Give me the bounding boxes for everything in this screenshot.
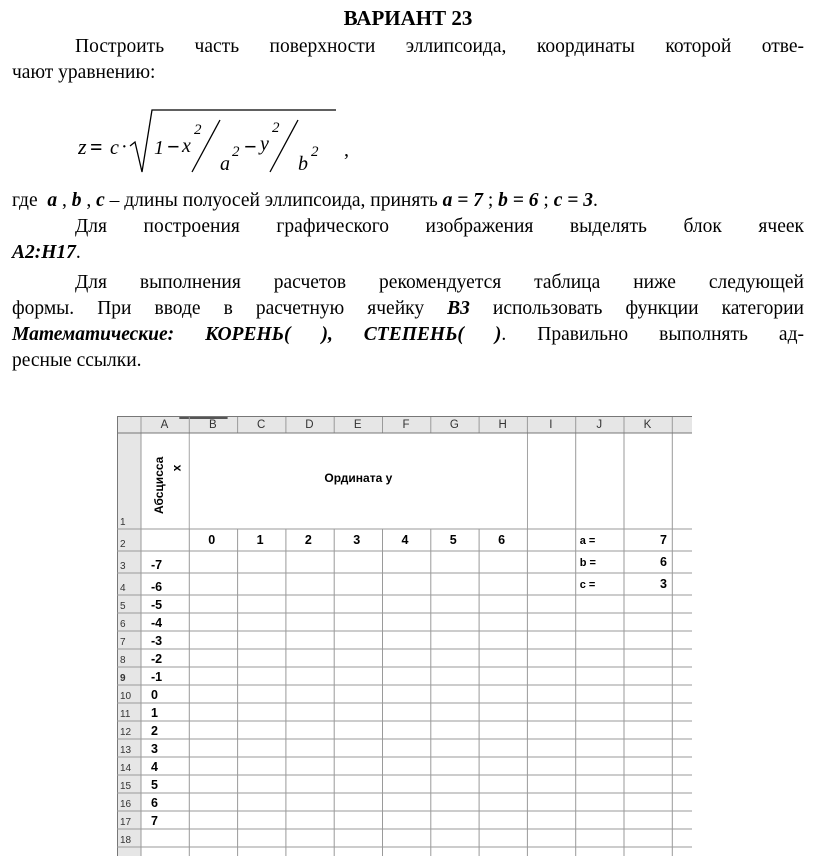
abscissa-value: 0 bbox=[151, 688, 158, 702]
row-header-14: 14 bbox=[120, 763, 132, 774]
abscissa-value: -2 bbox=[151, 652, 163, 666]
formula-y: y bbox=[260, 133, 269, 155]
formula-x-exp: 2 bbox=[194, 122, 202, 138]
formula-eq: = bbox=[90, 134, 103, 159]
formula-dot: · bbox=[121, 136, 128, 158]
paragraph-4-line-1: Для выполнения расчетов рекомендуется таблица ниже следующей bbox=[75, 272, 804, 293]
paragraph-4-line-3: Математические: КОРЕНЬ( ), СТЕПЕНЬ( ). Правильно выполнять ад- bbox=[12, 324, 804, 345]
row-header-15: 15 bbox=[120, 781, 132, 792]
column-header-b: B bbox=[208, 419, 217, 431]
formula-a: a bbox=[220, 153, 230, 175]
row-header-12: 12 bbox=[120, 727, 132, 738]
abscissa-value: 6 bbox=[151, 796, 158, 810]
paragraph-1-line-2: чают уравнению: bbox=[12, 62, 156, 83]
row-header-6: 6 bbox=[120, 619, 126, 630]
row-header-4: 4 bbox=[120, 583, 126, 594]
abscissa-value: -1 bbox=[151, 670, 163, 684]
spreadsheet bbox=[117, 416, 692, 856]
formula-y-exp: 2 bbox=[272, 120, 280, 136]
param-label: c = bbox=[579, 579, 596, 591]
column-header-c: C bbox=[256, 419, 266, 431]
abscissa-value: 4 bbox=[151, 760, 158, 774]
formula-z: z bbox=[78, 134, 87, 159]
row-header-9: 9 bbox=[120, 673, 126, 684]
param-value: 7 bbox=[660, 533, 667, 547]
paragraph-1-line-1: Построить часть поверхности эллипсоида, координаты которой отве- bbox=[75, 36, 804, 57]
paragraph-3-line-2: A2:H17. bbox=[12, 242, 81, 263]
formula-minus-2: − bbox=[244, 134, 257, 159]
ordinate-value: 6 bbox=[498, 533, 506, 547]
row-header-5: 5 bbox=[120, 601, 126, 612]
paragraph-4-line-2: формы. При вводе в расчетную ячейку B3 использовать функции категории bbox=[12, 298, 804, 319]
formula-b: b bbox=[298, 153, 308, 175]
abscissa-label: Абсцисса bbox=[152, 456, 166, 514]
ordinate-value: 2 bbox=[304, 533, 312, 547]
paragraph-2: где a , b , c – длины полуосей эллипсоида, принять a = 7 ; b = 6 ; c = 3. bbox=[12, 190, 598, 211]
column-header-d: D bbox=[305, 419, 314, 431]
paragraph-4-line-4: ресные ссылки. bbox=[12, 350, 142, 371]
column-header-g: G bbox=[449, 419, 459, 431]
param-value: 6 bbox=[660, 555, 667, 569]
column-header-k: K bbox=[643, 419, 652, 431]
column-header-f: F bbox=[402, 419, 410, 431]
row-header-10: 10 bbox=[120, 691, 132, 702]
formula-b-exp: 2 bbox=[311, 144, 319, 160]
row-header-7: 7 bbox=[120, 637, 126, 648]
abscissa-value: 3 bbox=[151, 742, 158, 756]
formula-minus-1: − bbox=[167, 134, 180, 159]
row-header-11: 11 bbox=[120, 709, 131, 720]
ordinate-value: 3 bbox=[353, 533, 361, 547]
row-header-1: 1 bbox=[120, 517, 126, 528]
formula-one: 1 bbox=[154, 137, 164, 159]
row-header-2: 2 bbox=[120, 539, 126, 550]
param-label: a = bbox=[579, 535, 596, 547]
row-header-3: 3 bbox=[120, 561, 126, 572]
param-value: 3 bbox=[660, 577, 667, 591]
row-header-18: 18 bbox=[120, 835, 132, 846]
column-header-j: J bbox=[596, 419, 603, 431]
abscissa-value: -6 bbox=[151, 580, 163, 594]
formula-x: x bbox=[182, 135, 191, 157]
abscissa-value: -5 bbox=[151, 598, 163, 612]
abscissa-value: 5 bbox=[151, 778, 158, 792]
formula-c: c bbox=[110, 137, 119, 159]
ordinate-value: 4 bbox=[401, 533, 409, 547]
ordinate-value: 0 bbox=[208, 533, 216, 547]
abscissa-value: -7 bbox=[151, 558, 163, 572]
abscissa-value: -4 bbox=[151, 616, 163, 630]
ordinate-value: 1 bbox=[256, 533, 264, 547]
abscissa-value: 7 bbox=[151, 814, 158, 828]
ordinate-value: 5 bbox=[449, 533, 457, 547]
param-label: b = bbox=[579, 557, 596, 569]
column-header-i: I bbox=[549, 419, 553, 431]
abscissa-value: -3 bbox=[151, 634, 163, 648]
column-header-a: A bbox=[160, 419, 169, 431]
abscissa-value: 2 bbox=[151, 724, 158, 738]
row-header-8: 8 bbox=[120, 655, 126, 666]
ellipsoid-formula bbox=[78, 104, 378, 180]
column-header-h: H bbox=[498, 419, 507, 431]
abscissa-value: 1 bbox=[151, 706, 158, 720]
formula-a-exp: 2 bbox=[232, 144, 240, 160]
page-title: ВАРИАНТ 23 bbox=[343, 6, 473, 30]
cell-range: A2:H17 bbox=[12, 242, 76, 263]
abscissa-var: x bbox=[169, 464, 184, 472]
paragraph-3-line-1: Для построения графического изображения выделять блок ячеек bbox=[75, 216, 804, 237]
column-header-e: E bbox=[353, 419, 362, 431]
row-header-16: 16 bbox=[120, 799, 132, 810]
row-header-17: 17 bbox=[120, 817, 132, 828]
formula-comma: , bbox=[344, 139, 349, 161]
ordinate-label: Ордината y bbox=[324, 471, 393, 485]
row-header-13: 13 bbox=[120, 745, 132, 756]
